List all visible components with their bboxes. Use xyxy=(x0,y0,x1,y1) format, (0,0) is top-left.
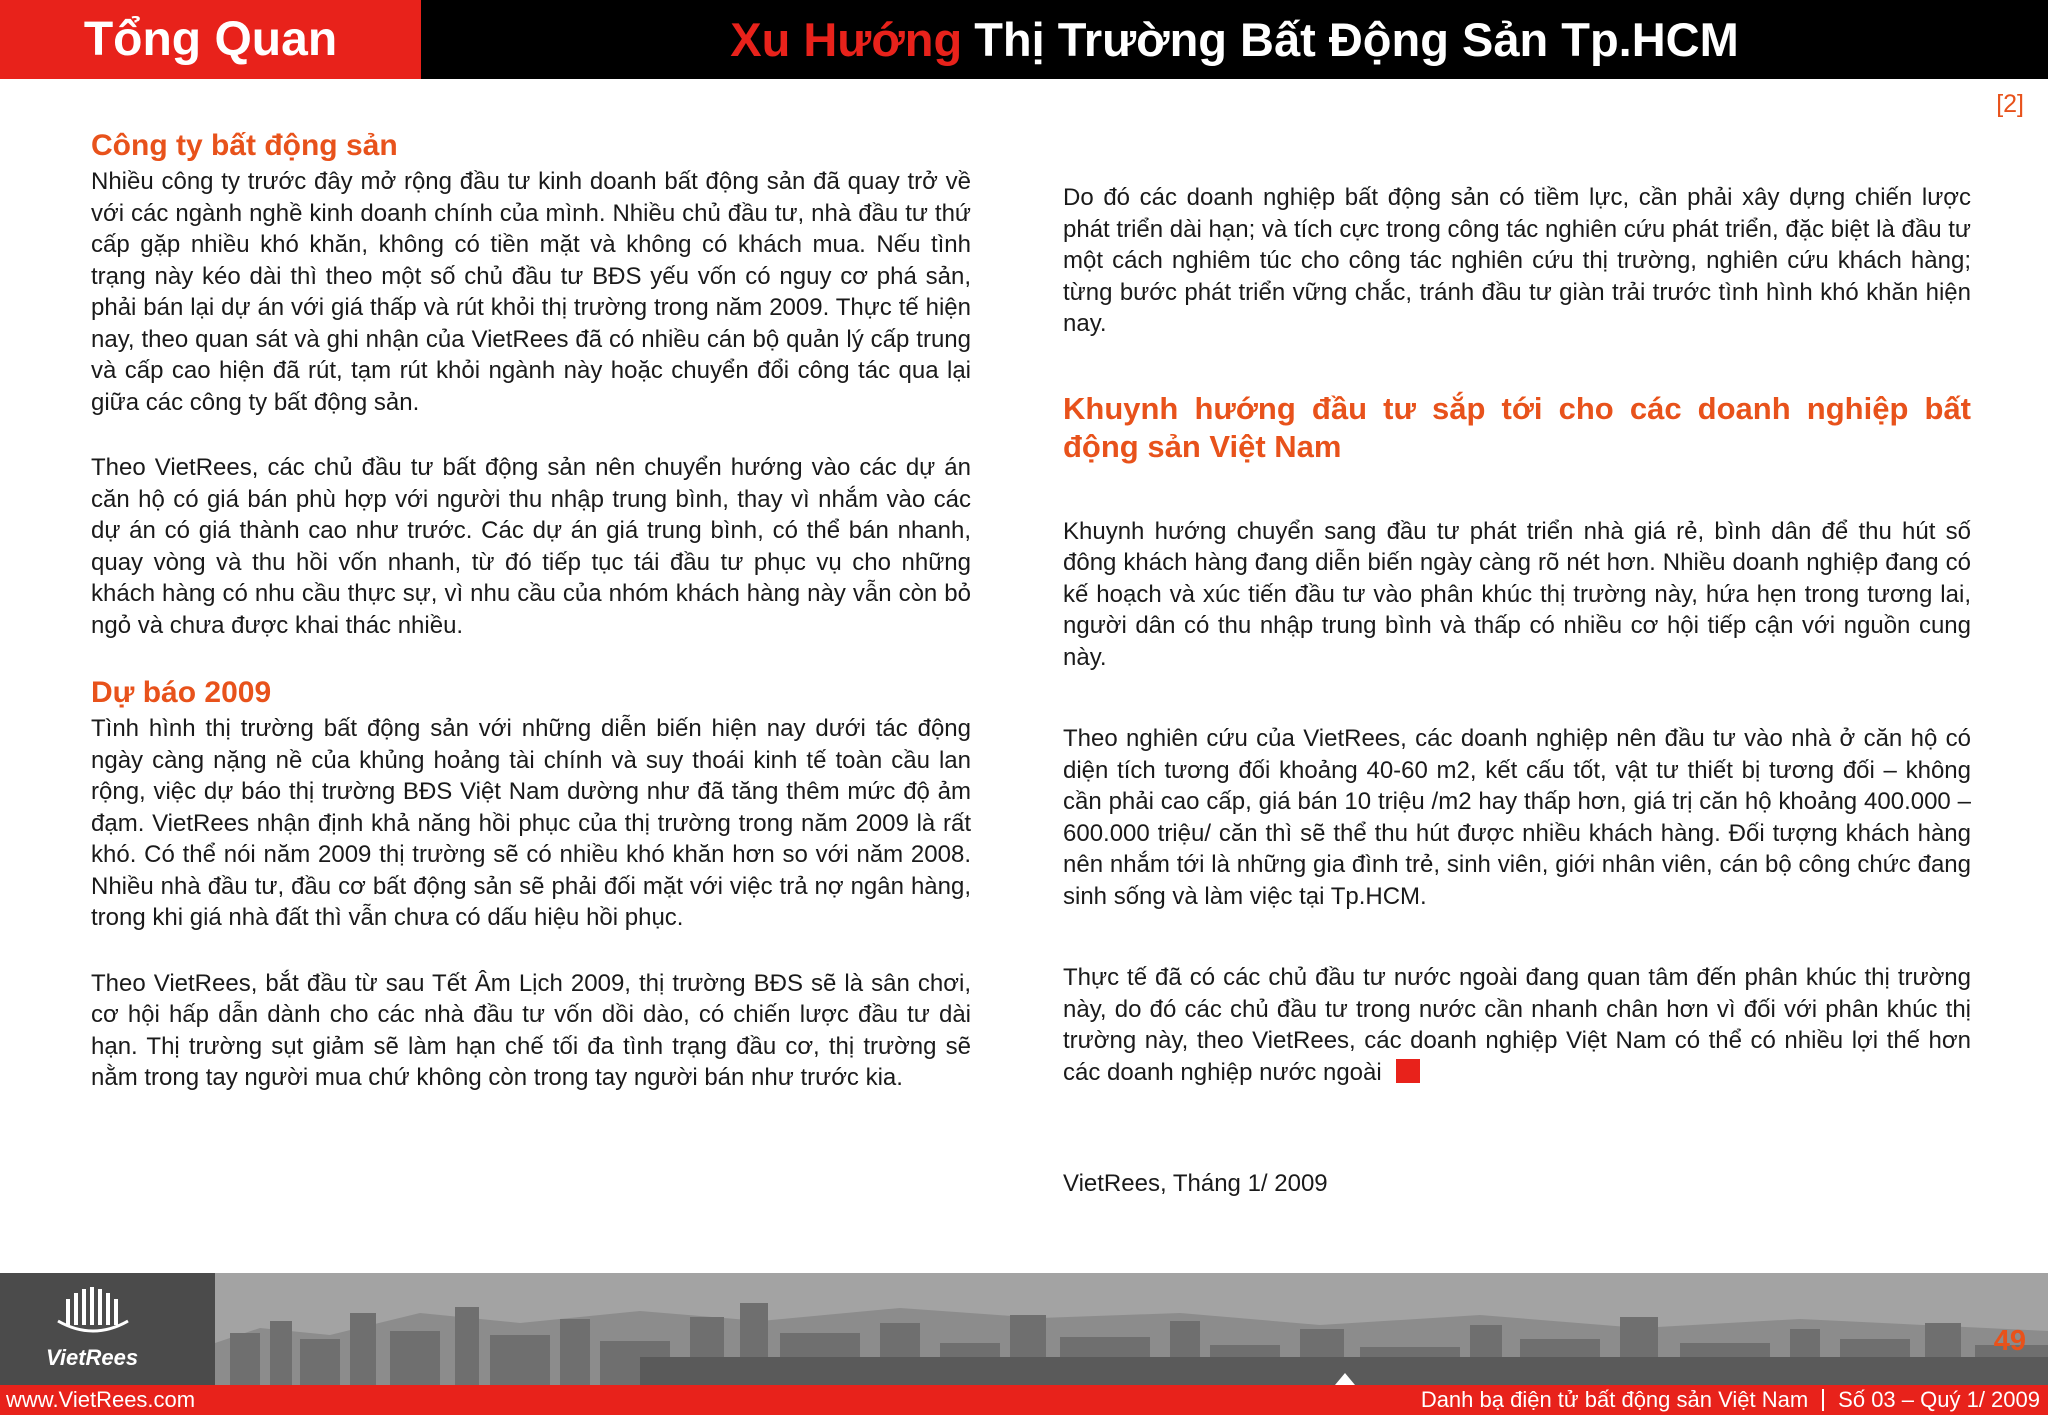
page-title: Thị Trường Bất Động Sản Tp.HCM xyxy=(974,13,1739,66)
reference-marker: [2] xyxy=(1996,90,2024,118)
paragraph: Khuynh hướng chuyển sang đầu tư phát triển nhà giá rẻ, bình dân để thu hút số đông khách hàng đang diễn biến ngày càng rõ nét hơn. Nhiều doanh nghiệp đang có kế hoạch và xúc tiến đầu tư vào phân khúc thị trường này, hứa hẹn trong tương lai, người dân có thu nhập trung bình và thấp có nhiều cơ hội tiếp cận với nguồn cung này. xyxy=(1063,517,1971,671)
paragraph: Nhiều công ty trước đây mở rộng đầu tư kinh doanh bất động sản đã quay trở về với các ngành nghề kinh doanh chính của mình. Nhiều chủ đầu tư, nhà đầu tư thứ cấp gặp nhiều khó khăn, không có tiền mặt và không có khách mua. Nếu tình trạng này kéo dài thì theo một số chủ đầu tư BĐS yếu vốn có nguy cơ phá sản, phải bán lại dự án với giá thấp và rút khỏi thị trường trong năm 2009. Thực tế hiện nay, theo quan sát và ghi nhận của VietRees đã có nhiều cán bộ quản lý cấp trung và cấp cao hiện đã rút, tạm rút khỏi ngành này hoặc chuyển đổi công tác qua lại giữa các công ty bất động sản. xyxy=(91,168,971,416)
logo xyxy=(0,1273,215,1385)
paragraph: Theo VietRees, bắt đầu từ sau Tết Âm Lịch 2009, thị trường BĐS sẽ là sân chơi, cơ hội hấp dẫn dành cho các nhà đầu tư vốn dồi dào, có chiến lược đầu tư dài hạn. Thị trường sụt giảm sẽ làm hạn chế tối đa tình trạng đầu cơ, thị trường sẽ nằm trong tay người mua chứ không còn trong tay người bán như trước kia. xyxy=(91,969,971,1091)
publication-name: Danh bạ điện tử bất động sản Việt Nam xyxy=(1420,1387,1809,1412)
paragraph: Do đó các doanh nghiệp bất động sản có tiềm lực, cần phải xây dựng chiến lược phát triển dài hạn; và tích cực trong công tác nghiên cứu phát triển, đặc biệt là đầu tư một cách nghiêm túc cho công tác nghiên cứu thị trường, nghiên cứu khách hàng; từng bước phát triển vững chắc, tránh đầu tư giàn trải trước tình hình khó khăn hiện nay. xyxy=(1063,184,1971,337)
footer-divider xyxy=(1822,1389,1824,1411)
paragraph: Tình hình thị trường bất động sản với những diễn biến hiện nay dưới tác động ngày càng nặng nề của khủng hoảng tài chính và suy thoái kinh tế toàn cầu lan rộng, việc dự báo thị trường BĐS Việt Nam dường như đã tăng thêm mức độ ảm đạm. VietRees nhận định khả năng hồi phục của thị trường trong năm 2009 là rất khó. Có thể nói năm 2009 thị trường sẽ có nhiều khó khăn hơn so với năm 2008. Nhiều nhà đầu tư, đầu cơ bất động sản sẽ phải đối mặt với việc trả nợ ngân hàng, trong khi giá nhà đất thì vẫn chưa có dấu hiệu hồi phục. xyxy=(91,715,971,931)
end-of-article-mark xyxy=(1396,1059,1420,1083)
paragraph-text: Thực tế đã có các chủ đầu tư nước ngoài đang quan tâm đến phân khúc thị trường này, do đó các chủ đầu tư trong nước cần nhanh chân hơn vì đối với phân khúc thị trường này, theo VietRees, các doanh nghiệp Việt Nam có thể có nhiều lợi thế hơn các doanh nghiệp nước ngoài xyxy=(1063,964,1971,1086)
paragraph: Theo VietRees, các chủ đầu tư bất động sản nên chuyển hướng vào các dự án căn hộ có giá bán phù hợp với người thu nhập trung bình, thay vì nhắm vào các dự án có giá thành cao như trước. Các dự án giá trung bình, có thể bán nhanh, quay vòng và thu hồi vốn nhanh, từ đó tiếp tục tái đầu tư phục vụ cho những khách hàng có nhu cầu thực sự, vì nhu cầu của nhóm khách hàng này vẫn còn bỏ ngỏ và chưa được khai thác nhiều. xyxy=(91,454,971,639)
page-title-bar xyxy=(421,0,2048,79)
issue-label: Số 03 – Quý 1/ 2009 xyxy=(1838,1387,2040,1412)
website-link[interactable]: www.VietRees.com xyxy=(6,1387,196,1412)
city-skyline-icon xyxy=(0,1273,2048,1385)
section-tab xyxy=(0,0,421,79)
section-title: Tổng Quan xyxy=(83,13,338,66)
paragraph-final xyxy=(1063,962,1971,1088)
section-heading-companies: Công ty bất động sản xyxy=(91,129,398,162)
vietrees-logo-icon xyxy=(56,1285,130,1335)
section-heading-trends: Khuynh hướng đầu tư sắp tới cho các doanh nghiệp bất động sản Việt Nam xyxy=(1063,390,1971,464)
page-title-accent: Xu Hướng xyxy=(730,13,963,66)
article-signature: VietRees, Tháng 1/ 2009 xyxy=(1063,1170,1328,1197)
section-heading-forecast: Dự báo 2009 xyxy=(91,676,272,709)
paragraph: Theo nghiên cứu của VietRees, các doanh nghiệp nên đầu tư vào nhà ở căn hộ có diện tích tương đối khoảng 40-60 m2, kết cấu tốt, vật tư thiết bị tương đối – không cần phải cao cấp, giá bán 10 triệu /m2 hay thấp hơn, giá trị căn hộ khoảng 400.000 – 600.000 triệu/ căn thì sẽ thể thu hút được nhiều khách hàng. Đối tượng khách hàng nên nhắm tới là những gia đình trẻ, sinh viên, giới nhân viên, cán bộ công chức đang sinh sống và làm việc tại Tp.HCM. xyxy=(1063,725,1971,910)
left-column xyxy=(91,128,971,1094)
right-column xyxy=(1063,182,1971,1200)
page-number: 49 xyxy=(1993,1325,2026,1357)
footer-publication-info xyxy=(1421,1385,2040,1415)
page-header xyxy=(0,0,2048,79)
footer-skyline-image xyxy=(0,1273,2048,1385)
logo-text: VietRees xyxy=(46,1345,139,1370)
